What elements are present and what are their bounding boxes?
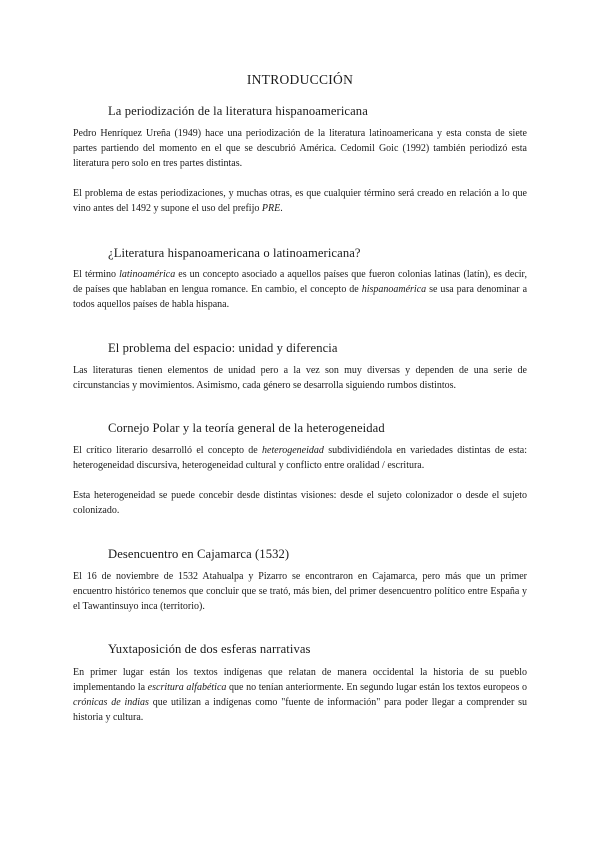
page-title: INTRODUCCIÓN (246, 72, 354, 87)
paragraph-espacio-1: Las literaturas tienen elementos de unidad pero a la vez son muy diversas y dependen de una serie de circunstancias y movimientos. Asimismo, cada género se desarrolla siguiendo rumbos distintos. (73, 365, 527, 391)
section-heading-yuxtaposicion: Yuxtaposición de dos esferas narrativas (108, 642, 311, 656)
section-heading-espacio: El problema del espacio: unidad y diferencia (108, 341, 338, 355)
paragraph-yuxtaposicion-1: En primer lugar están los textos indígenas que relatan de manera occidental la historia de su pueblo implementando la escritura alfabética que no tenían anteriormente. En segundo lugar están los textos europeos o crónicas de indias que utilizan a indígenas como "fuente de información" para poder llegar a comprender su historia y cultura. (73, 667, 527, 723)
paragraph-cajamarca-1: El 16 de noviembre de 1532 Atahualpa y Pizarro se encontraron en Cajamarca, pero más que un primer encuentro histórico tenemos que concluir que se trató, más bien, del primer desencuentro político entre España y el Tawantinsuyo inca (territorio). (73, 571, 527, 612)
paragraph-literatura-1: El término latinoamérica es un concepto asociado a aquellos países que fueron colonias latinas (latín), es decir, de países que hablaban en lengua romance. En cambio, el concepto de hispanoamérica se usa para denominar a todos aquellos países de habla hispana. (73, 269, 528, 310)
section-heading-heterogeneidad: Cornejo Polar y la teoría general de la heterogeneidad (108, 421, 385, 435)
section-heading-cajamarca: Desencuentro en Cajamarca (1532) (108, 547, 290, 561)
paragraph-periodizacion-1: Pedro Henríquez Ureña (1949) hace una periodización de la literatura latinoamericana y esta consta de siete partes partiendo del momento en el que se descubrió América. Cedomil Goic (1992) también periodizó esta literatura pero solo en tres partes distintas. (73, 128, 527, 169)
section-heading-literatura: ¿Literatura hispanoamericana o latinoamericana? (108, 246, 361, 260)
paragraph-periodizacion-2: El problema de estas periodizaciones, y muchas otras, es que cualquier término será creado en relación a lo que vino antes del 1492 y supone el uso del prefijo PRE. (73, 188, 527, 214)
paragraph-heterogeneidad-1: El crítico literario desarrolló el concepto de heterogeneidad subdividiéndola en variedades distintas de esta: heterogeneidad discursiva, heterogeneidad cultural y conflicto entre oralidad / escritura. (73, 445, 527, 471)
section-heading-periodizacion: La periodización de la literatura hispanoamericana (108, 104, 368, 118)
paragraph-heterogeneidad-2: Esta heterogeneidad se puede concebir desde distintas visiones: desde el sujeto colonizador o desde el sujeto colonizado. (73, 490, 527, 516)
